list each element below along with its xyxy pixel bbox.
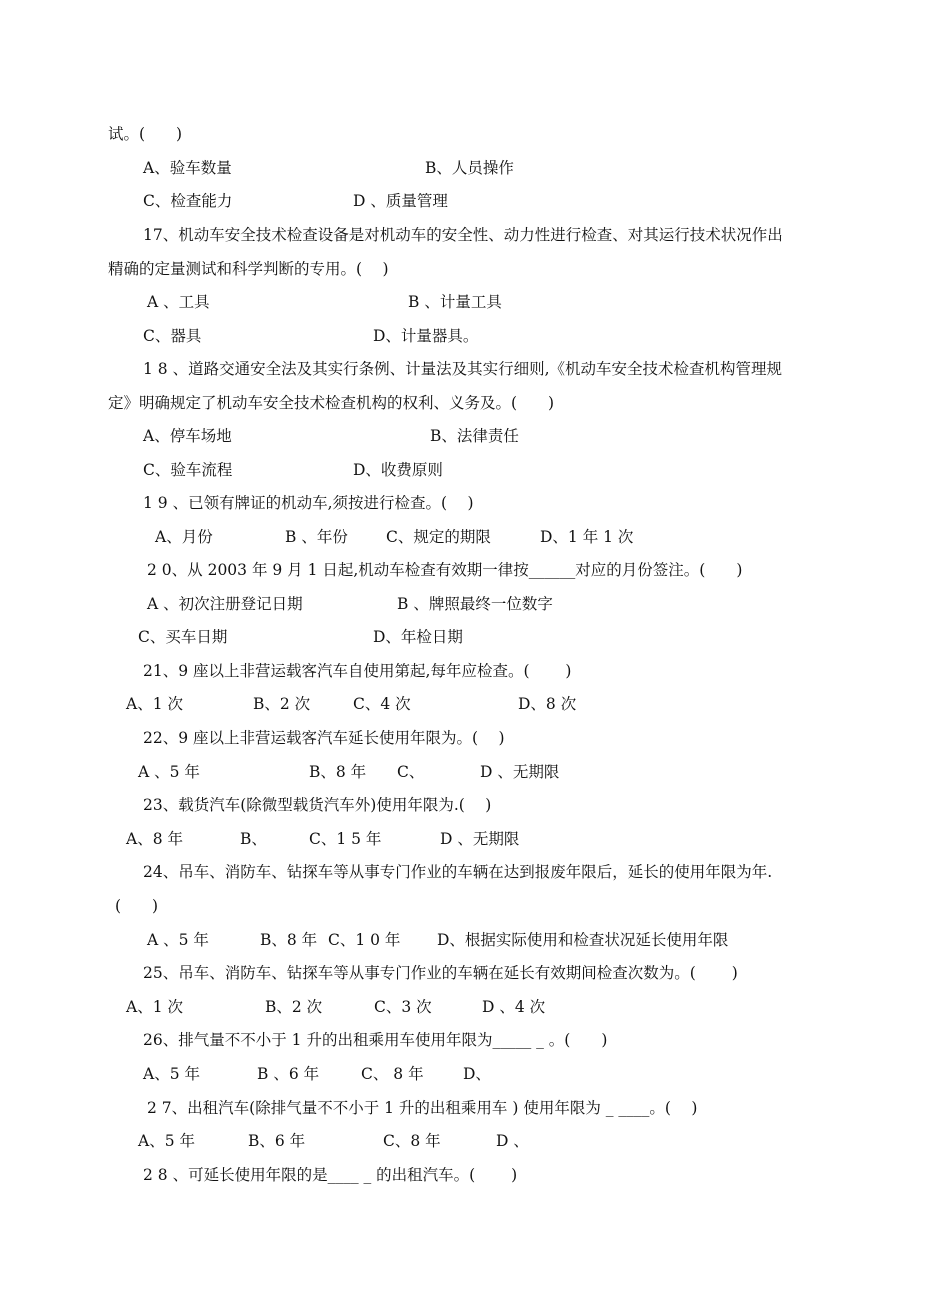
option-b: B、2 次: [265, 998, 323, 1016]
option-d: D 、4 次: [482, 998, 546, 1016]
option-d: D、1 年 1 次: [540, 528, 634, 546]
question-24-line1: 24、吊车、消防车、钻探车等从事专门作业的车辆在达到报废年限后，延长的使用年限为年.: [143, 863, 773, 881]
question-20: 2 0、从 2003 年 9 月 1 日起,机动车检查有效期一律按______对应的月份签注。( ): [147, 561, 743, 579]
option-a: A、验车数量: [143, 159, 232, 177]
option-b: B、8 年: [260, 931, 318, 949]
question-28: 2 8 、可延长使用年限的是____ _ 的出租汽车。( ): [143, 1166, 518, 1184]
option-a: A 、工具: [147, 293, 210, 311]
question-23: 23、载货汽车(除微型载货汽车外)使用年限为.( ): [143, 796, 492, 814]
option-b: B、: [240, 830, 267, 848]
option-d: D、8 次: [518, 695, 577, 713]
option-c: C、1 0 年: [328, 931, 401, 949]
option-a: A 、5 年: [147, 931, 209, 949]
question-21: 21、9 座以上非营运载客汽车自使用第起,每年应检查。( ): [143, 662, 572, 680]
option-c: C、验车流程: [143, 461, 233, 479]
option-b: B、6 年: [248, 1132, 306, 1150]
option-d: D、年检日期: [373, 628, 463, 646]
option-b: B、人员操作: [425, 159, 514, 177]
option-c: C、买车日期: [138, 628, 228, 646]
option-d: D 、: [496, 1132, 529, 1150]
question-17-line1: 17、机动车安全技术检查设备是对机动车的安全性、动力性进行检查、对其运行技术状况作出: [143, 226, 783, 244]
option-a: A、5 年: [138, 1132, 195, 1150]
option-b: B、法律责任: [430, 427, 519, 445]
option-c: C、: [397, 763, 425, 781]
question-17-line2: 精确的定量测试和科学判断的专用。( ): [108, 260, 389, 278]
option-d: D 、无期限: [440, 830, 520, 848]
option-d: D、根据实际使用和检查状况延长使用年限: [437, 931, 729, 949]
option-d: D 、无期限: [480, 763, 560, 781]
option-b: B 、计量工具: [408, 293, 502, 311]
option-a: A、1 次: [126, 998, 183, 1016]
option-d: D、计量器具。: [373, 327, 479, 345]
option-c: C、4 次: [353, 695, 411, 713]
question-27: 2 7、出租汽车(除排气量不不小于 1 升的出租乘用车 ) 使用年限为 _ ____。( ): [147, 1099, 698, 1117]
question-16-tail: 试。( ): [108, 125, 183, 143]
option-a: A、1 次: [126, 695, 183, 713]
option-d: D 、质量管理: [353, 192, 448, 210]
option-c: C、8 年: [383, 1132, 441, 1150]
option-c: C、1 5 年: [309, 830, 382, 848]
option-c: C、3 次: [374, 998, 432, 1016]
option-a: A 、初次注册登记日期: [147, 595, 303, 613]
option-b: B 、6 年: [257, 1065, 320, 1083]
option-c: C、 8 年: [361, 1065, 424, 1083]
option-a: A、8 年: [126, 830, 183, 848]
option-c: C、检查能力: [143, 192, 233, 210]
question-19: 1 9 、已领有牌证的机动车,须按进行检查。( ): [143, 494, 474, 512]
option-a: A、月份: [155, 528, 213, 546]
question-18-line1: 1 8 、道路交通安全法及其实行条例、计量法及其实行细则,《机动车安全技术检查机构管理规: [143, 360, 783, 378]
question-26: 26、排气量不不小于 1 升的出租乘用车使用年限为_____ _ 。( ): [143, 1031, 608, 1049]
option-d: D、收费原则: [353, 461, 443, 479]
option-a: A 、5 年: [138, 763, 200, 781]
option-a: A、5 年: [143, 1065, 200, 1083]
question-22: 22、9 座以上非营运载客汽车延长使用年限为。( ): [143, 729, 505, 747]
option-d: D、: [463, 1065, 491, 1083]
question-24-line2: ( ): [115, 897, 159, 915]
question-18-line2: 定》明确规定了机动车安全技术检查机构的权利、义务及。( ): [108, 394, 555, 412]
option-b: B 、年份: [285, 528, 348, 546]
option-a: A、停车场地: [143, 427, 232, 445]
option-c: C、规定的期限: [386, 528, 491, 546]
question-25: 25、吊车、消防车、钻探车等从事专门作业的车辆在延长有效期间检查次数为。( ): [143, 964, 738, 982]
option-b: B、8 年: [309, 763, 367, 781]
option-b: B、2 次: [253, 695, 311, 713]
option-b: B 、牌照最终一位数字: [397, 595, 553, 613]
option-c: C、器具: [143, 327, 202, 345]
